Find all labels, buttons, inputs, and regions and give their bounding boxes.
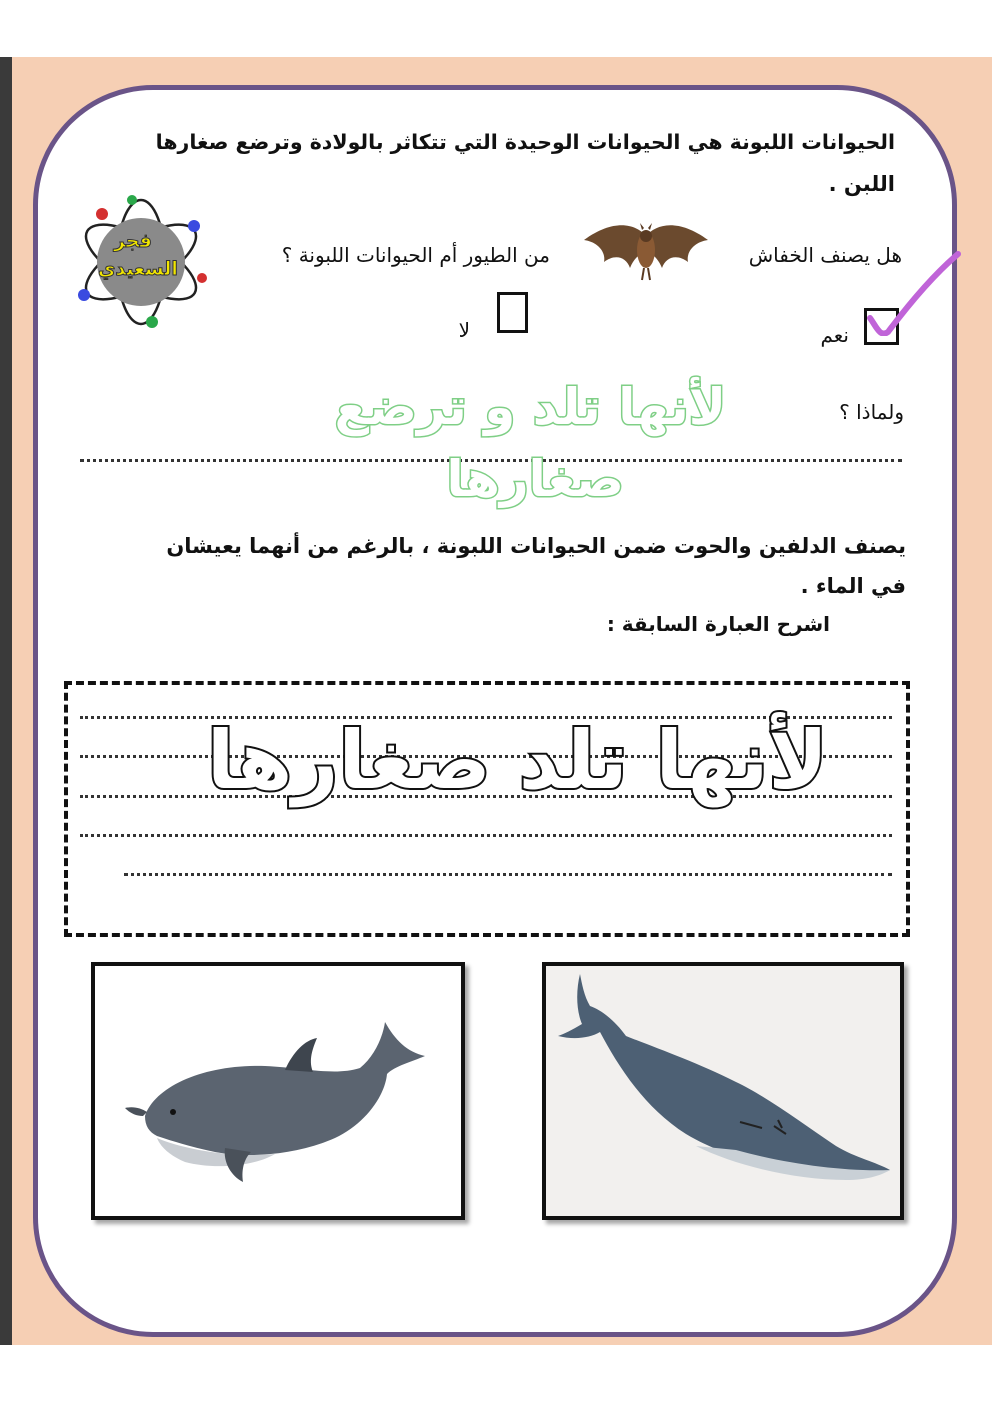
logo [74, 192, 208, 332]
yes-label: نعم [820, 323, 849, 347]
paragraph2-line1: يصنف الدلفين والحوت ضمن الحيوانات اللبونة ، بالرغم من أنهما يعيشان [166, 534, 906, 558]
paragraph1-line1: الحيوانات اللبونة هي الحيوانات الوحيدة التي تتكاثر بالولادة وترضع صغارها [155, 130, 895, 154]
logo-text-line1: فجر [114, 230, 152, 252]
checkmark-icon [862, 246, 962, 336]
explain-answer: لأنها تلد صغارها [206, 714, 828, 807]
bat-icon [578, 214, 714, 286]
question1-part1: هل يصنف الخفاش [748, 243, 902, 267]
question1-part2: من الطيور أم الحيوانات اللبونة ؟ [281, 243, 550, 267]
paragraph1-line2: اللبن . [828, 172, 895, 196]
why-label: ولماذا ؟ [839, 400, 904, 424]
no-label: لا [458, 318, 470, 342]
answer-line-5 [124, 873, 892, 876]
dolphin-icon [95, 966, 461, 1216]
dolphin-photo [91, 962, 465, 1220]
page-edge [0, 57, 12, 1345]
no-checkbox[interactable] [497, 292, 528, 333]
why-answer-line2: صغارها [446, 450, 624, 508]
instruction-text: اشرح العبارة السابقة : [606, 612, 830, 636]
answer-line-4 [80, 834, 892, 837]
whale-icon [546, 966, 900, 1216]
why-answer-line1: لأنها تلد و ترضع [334, 378, 726, 436]
whale-photo [542, 962, 904, 1220]
logo-text-line2: السعيدي [98, 258, 178, 280]
paragraph2-line2: في الماء . [800, 574, 906, 598]
